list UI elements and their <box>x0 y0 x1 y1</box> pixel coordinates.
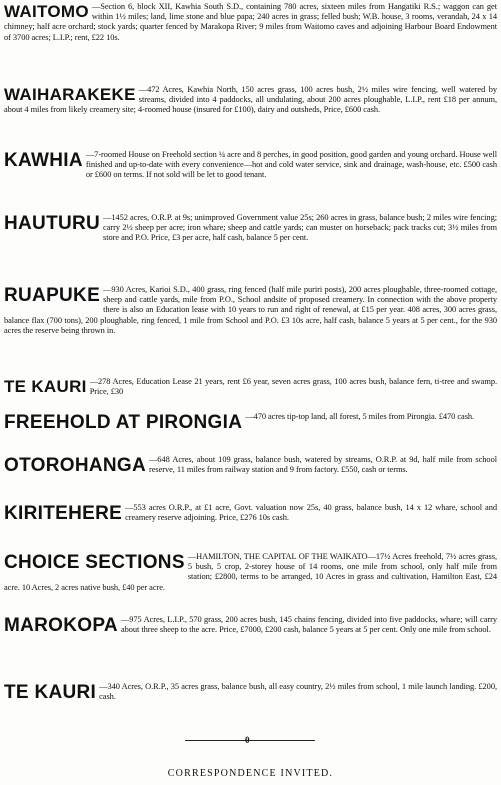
listing-waitomo <box>4 2 497 43</box>
listing-heading: CHOICE SECTIONS <box>4 552 185 573</box>
listing-text: —472 Acres, Kawhia North, 150 acres grass, 100 acres bush, 2½ miles wire fencing, well watered by streams, divided into 4 paddocks, all undulating, about 200 acres ploughable, L.I.P., rent £18 per annum, about 4 miles from likely creamery site; 4-roomed house (insured for £100), dairy and outsheds, Price, £600 cash. <box>4 85 497 115</box>
listing-heading: HAUTURU <box>4 213 101 234</box>
listing-te-kauri <box>4 377 497 397</box>
listing-choice-sections <box>4 552 497 593</box>
listing-heading: MAROKOPA <box>4 615 118 636</box>
listing-text: —553 acres O.R.P., at £1 acre, Govt. valuation now 25s, 40 grass, balance bush, 14 x 12 whare, school and creamery reserve adjoining. Price, £276 10s cash. <box>125 503 497 523</box>
listing-text: —278 Acres, Education Lease 21 years, rent £6 year, seven acres grass, 100 acres bush, balance fern, ti-tree and swamp. Price, £30 <box>89 377 497 397</box>
listing-heading: FREEHOLD AT PIRONGIA <box>4 412 243 433</box>
listing-freehold-at-pirongia <box>4 412 497 433</box>
listing-hauturu <box>4 213 497 244</box>
listing-heading: TE KAURI <box>4 682 97 703</box>
listing-heading: WAIHARAKEKE <box>4 85 136 104</box>
listing-text: —470 acres tip-top land, all forest, 5 miles from Pirongia. £470 cash. <box>245 412 475 421</box>
listing-text: —HAMILTON, THE CAPITAL OF THE WAIKATO—17½ Acres freehold, 7½ acres grass, 5 bush, 5 crop, 2-storey house of 14 rooms, one mile from school, only half mile from station; £2800, terms to be arranged, 10 Acres in grass and cultivation, Hamilton East, £24 acre. 10 Acres, 2 acres native bush, £40 per acre. <box>4 552 497 592</box>
listing-text: —1452 acres, O.R.P. at 9s; unimproved Government value 25s; 260 acres in grass, balance bush; 2 miles wire fencing; carry 2½ sheep per acre; iron whare; sheep and cattle yards; can muster on horseback; pack tracks cut; 3½ miles from store and P.O. Price, £3 per acre, half cash, balance 5 per cent. <box>103 213 497 243</box>
listing-text: —340 Acres, O.R.P., 35 acres grass, balance bush, all easy country, 2½ miles from school, 1 mile launch landing. £200, cash. <box>99 682 497 702</box>
listing-heading: OTOROHANGA <box>4 455 146 476</box>
listing-heading: KIRITEHERE <box>4 503 123 524</box>
listing-waiharakeke <box>4 85 497 116</box>
listing-otorohanga <box>4 455 497 476</box>
listing-ruapuke <box>4 285 497 336</box>
listing-te-kauri-2 <box>4 682 497 703</box>
listing-text: —7-roomed House on Freehold section ¼ acre and 8 perches, in good position, good garden and young orchard. House well finished and up-to-date with every convenience—hot and cold water service, sink and drainage, wash-house, etc. £500 cash or £600 on terms. If not sold will be let to good tenant. <box>85 150 497 180</box>
listing-heading: WAITOMO <box>4 2 89 21</box>
footer-correspondence: CORRESPONDENCE INVITED. <box>167 768 334 779</box>
listing-heading: KAWHIA <box>4 150 83 171</box>
listing-text: —930 Acres, Karioi S.D., 400 grass, ring fenced (half mile puriri posts), 200 acres ploughable, three-roomed cottage, sheep and cattle yards, mile from P.O., School andsite of proposed creamery. In connection with the above property there is also an Education lease with 10 years to run and right of renewal, at £15 per year. 408 acres, 300 acres grass, balance flax (700 tons), 200 ploughable, ring fenced, 1 mile from School and P.O. £3 10s acre, half cash, balance 5 years at 5 per cent., for the 930 acres the reserve being thrown in. <box>4 285 497 335</box>
listing-heading: RUAPUKE <box>4 285 101 306</box>
divider-rule <box>185 740 315 741</box>
listing-kiritehere <box>4 503 497 524</box>
listing-text: —648 Acres, about 109 grass, balance bush, watered by streams, O.R.P. at 9d, half mile from school reserve, 11 miles from railway station and 9 from factory. £550, cash or terms. <box>148 455 497 475</box>
divider-mark: 0 <box>245 735 250 745</box>
listing-heading: TE KAURI <box>4 377 87 396</box>
listing-text: —Section 6, block XII, Kawhia South S.D., containing 780 acres, sixteen miles from Hangatiki R.S.; waggon can get within 1½ miles; land, lime stone and blue papa; 240 acres in grass; felled bush; W.B. house, 3 rooms, verandah, 24 x 14 chimney; half acre orchard; stock yards; quarter fenced by Marakopa River; 9 miles from Waitomo caves and adjoining Harbour Board Endowment of 3700 acres; L.I.P.; rent, £22 10s. <box>4 2 497 42</box>
listing-text: —975 Acres, L.I.P., 570 grass, 200 acres bush, 145 chains fencing, divided into five paddocks, whare; will carry about three sheep to the acre. Price, £7000, £200 cash, balance 5 years at 5 per cent. Only one mile from school. <box>120 615 497 635</box>
listing-marokopa <box>4 615 497 636</box>
listing-kawhia <box>4 150 497 181</box>
